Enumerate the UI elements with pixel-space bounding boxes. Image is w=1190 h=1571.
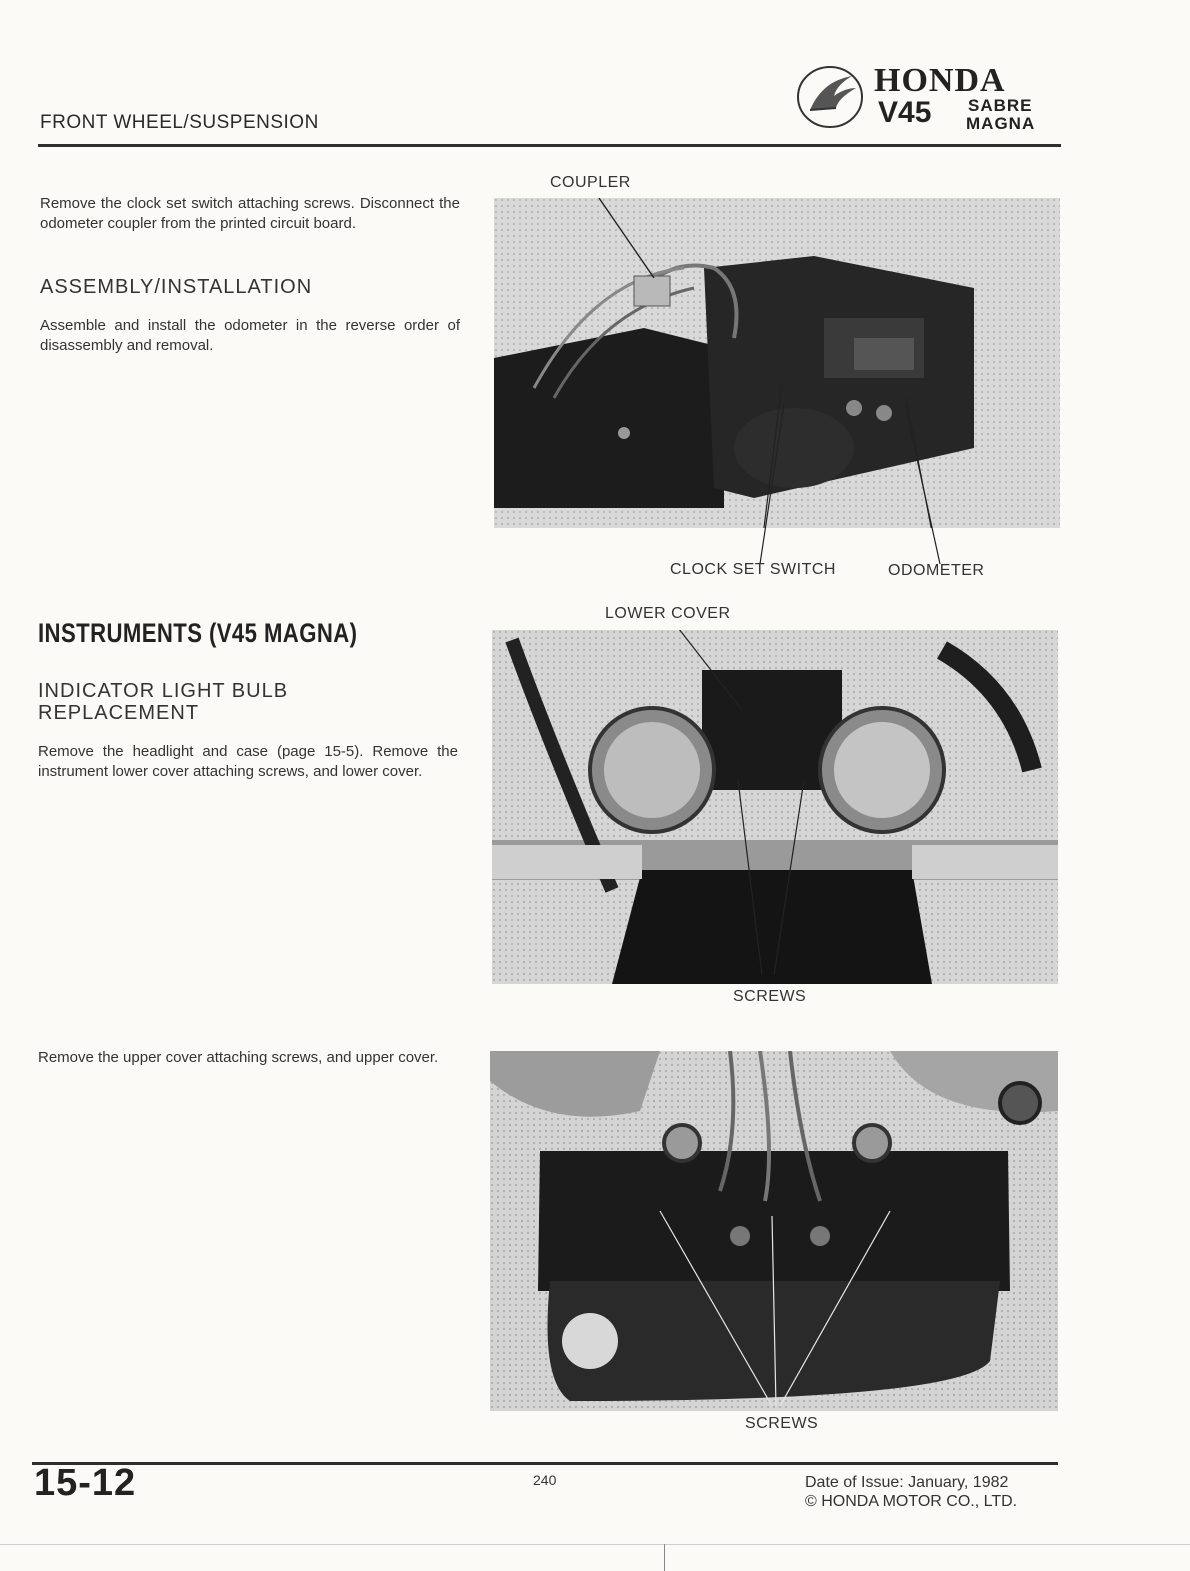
logo-model: V45 (878, 96, 932, 129)
scan-page-number: 240 (533, 1472, 557, 1488)
label-lower-cover: LOWER COVER (605, 605, 731, 622)
indicator-light-heading-line2: REPLACEMENT (38, 702, 200, 724)
instruments-heading: INSTRUMENTS (V45 MAGNA) (38, 618, 358, 648)
header-rule (38, 144, 1061, 147)
label-screws-upper: SCREWS (745, 1415, 819, 1432)
section1-paragraph2: Assemble and install the odometer in the reverse order of disassembly and removal. (40, 317, 460, 354)
label-coupler: COUPLER (550, 174, 631, 191)
logo-variant-sabre: SABRE (968, 96, 1033, 115)
honda-wing-logo-icon (796, 62, 868, 134)
label-screws-lower: SCREWS (733, 988, 807, 1005)
label-odometer: ODOMETER (888, 562, 985, 579)
section1-paragraph: Remove the clock set switch attaching screws. Disconnect the odometer coupler from the printed circuit board. (40, 195, 460, 232)
scan-fold-mark (664, 1544, 665, 1571)
instruments-lower-cover-photo (492, 630, 1058, 984)
indicator-light-heading-line1: INDICATOR LIGHT BULB (38, 680, 289, 702)
date-line: Date of Issue: January, 1982 (805, 1474, 1009, 1491)
instruments-upper-cover-photo (490, 1051, 1058, 1411)
assembly-installation-heading: ASSEMBLY/INSTALLATION (40, 276, 313, 298)
copyright-line: © HONDA MOTOR CO., LTD. (805, 1493, 1018, 1510)
logo-variant-magna: MAGNA (966, 114, 1036, 133)
section2-paragraph: Remove the headlight and case (page 15-5). Remove the instrument lower cover attaching screws, and lower cover. (38, 743, 458, 780)
page-number: 15-12 (34, 1462, 137, 1504)
scan-bottom-edge (0, 1544, 1190, 1545)
logo-brand: HONDA (874, 62, 1006, 99)
footer-rule (32, 1462, 1058, 1465)
section3-paragraph: Remove the upper cover attaching screws, and upper cover. (38, 1049, 439, 1066)
issue-date (805, 1473, 1017, 1511)
section-title: FRONT WHEEL/SUSPENSION (40, 112, 319, 133)
figure1-leader-lines (740, 398, 970, 566)
label-clock-set-switch: CLOCK SET SWITCH (670, 561, 836, 578)
